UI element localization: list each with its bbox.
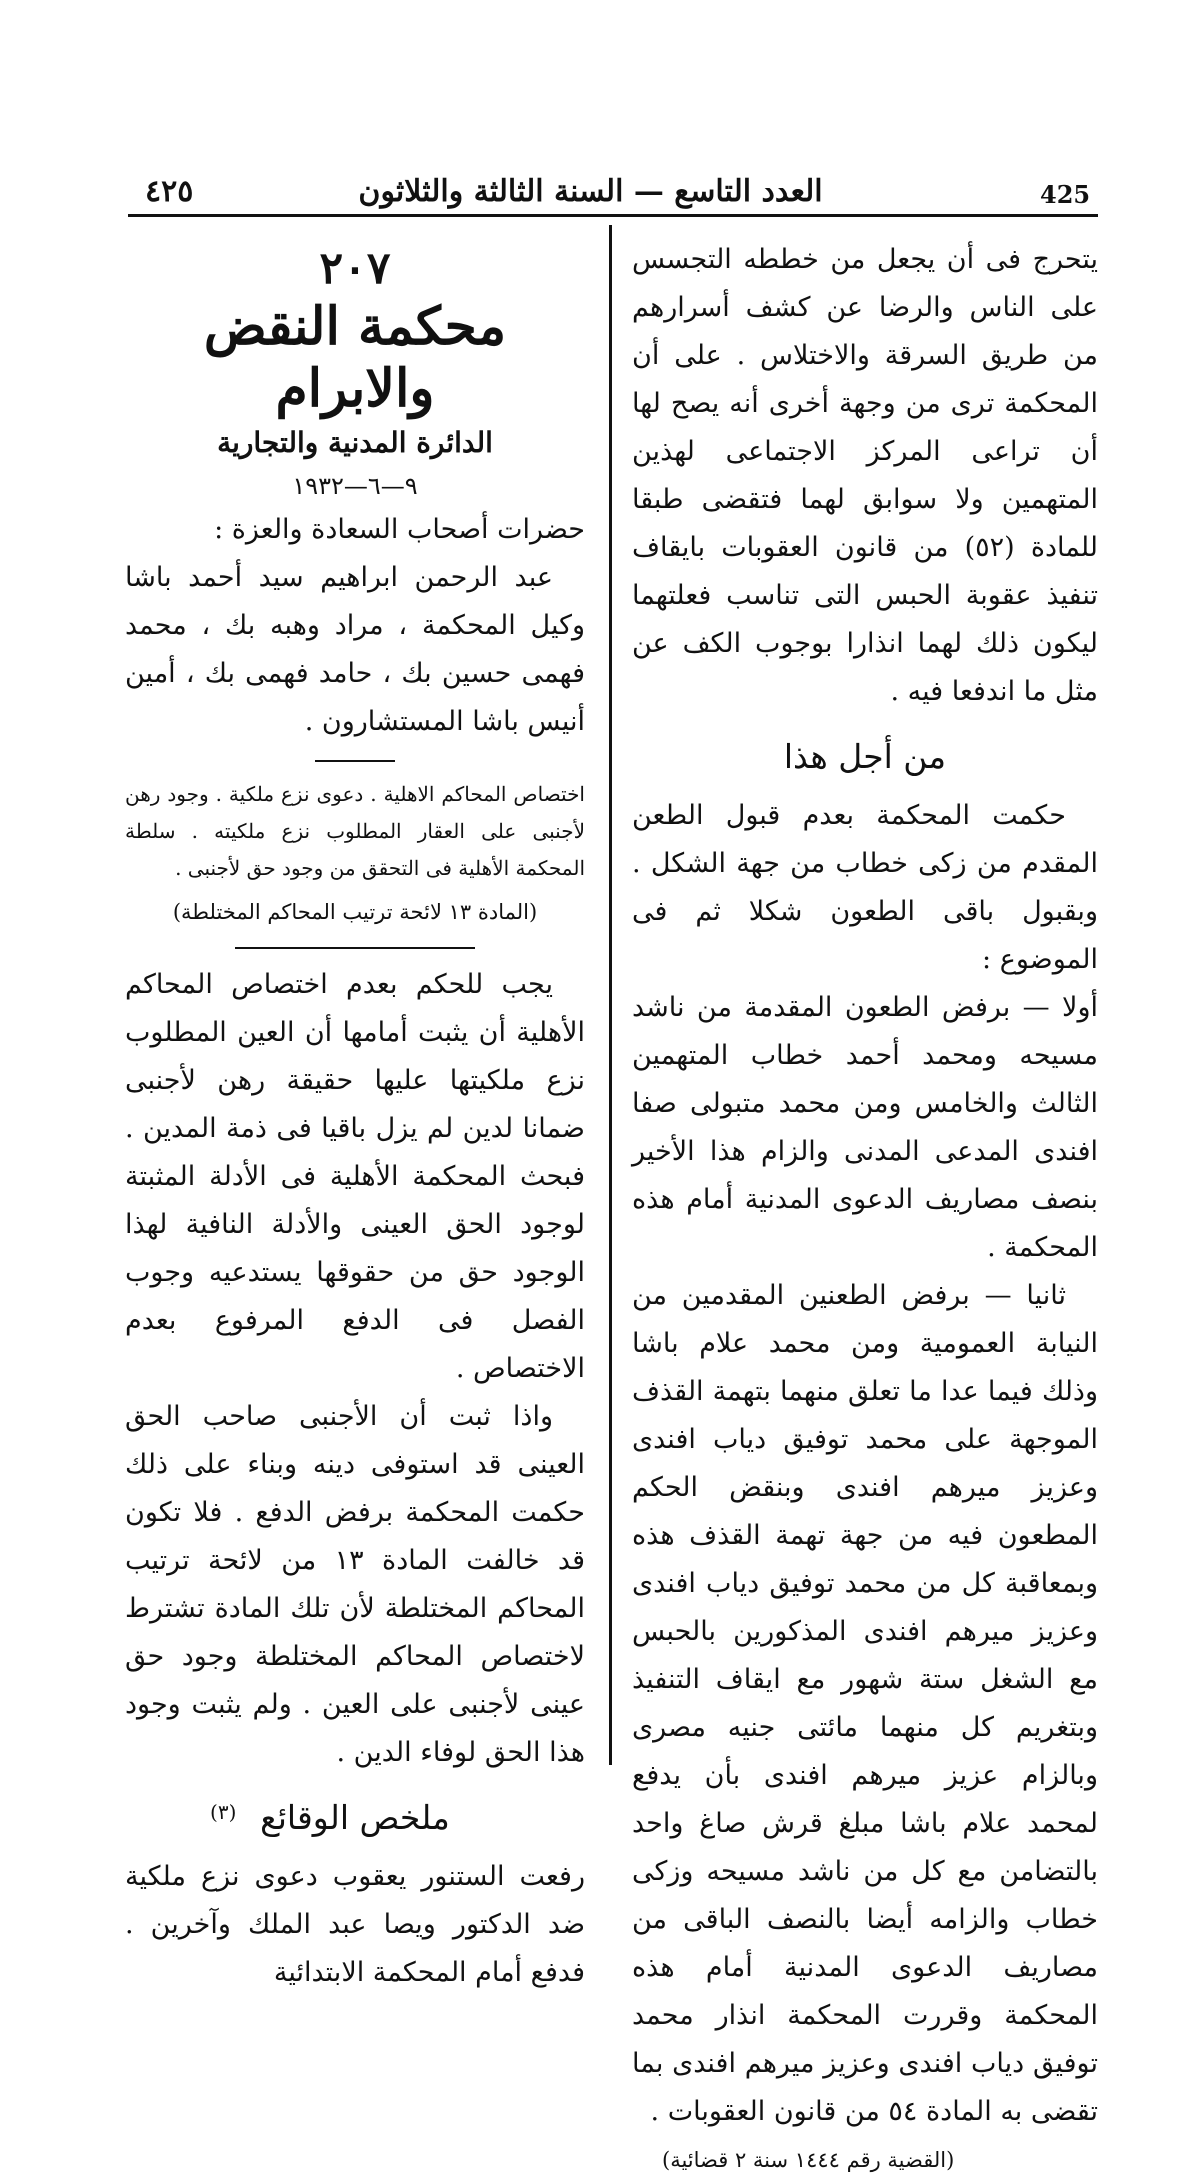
ruling-first: أولا — برفض الطعون المقدمة من ناشد مسيحه ومحمد أحمد خطاب المتهمين الثالث والخامس ومن محمد متبولى صفا افندى المدعى المدنى والزام هذا الأخير بنصف مصاريف الدعوى المدنية أمام هذه المحكمة . [632,992,1098,1263]
page-number-latin: 425 [1040,180,1091,209]
ruling-heading: من أجل هذا [783,737,947,776]
header-rule [128,214,1098,217]
court-division: الدائرة المدنية والتجارية [217,426,493,459]
ruling-intro: حكمت المحكمة بعدم قبول الطعن المقدم من زكى خطاب من جهة الشكل . وبقبول باقى الطعون شكلا ثم فى الموضوع : [632,800,1098,975]
case-number: ٢٠٧ [319,243,391,294]
principle-paragraph-1: يجب للحكم بعدم اختصاص المحاكم الأهلية أن يثبت أمامها أن العين المطلوب نزع ملكيتها عليها حقيقة رهن لأجنبى ضمانا لدين لم يزل باقيا فى ذمة المدين . فبحث المحكمة الأهلية فى الأدلة المثبتة لوجود الحق العينى والأدلة النافية لهذا الوجود حق من حقوقها يستدعيه وجوب الفصل فى الدفع المرفوع بعدم الاختصاص . [125,969,585,1384]
facts-paragraph: رفعت الستنور يعقوب دعوى نزع ملكية ضد الدكتور ويصا عبد الملك وآخرين . فدفع أمام المحكمة الابتدائية [125,1861,585,1988]
principle-rule [235,947,475,949]
court-name: محكمة النقض والابرام [203,296,507,419]
right-column [632,236,1098,2180]
page-header [0,172,1181,216]
presence-line: حضرات أصحاب السعادة والعزة : [214,514,585,545]
facts-heading: ملخص الوقائع [260,1798,450,1837]
case-summary: اختصاص المحاكم الاهلية . دعوى نزع ملكية . وجود رهن لأجنبى على العقار المطلوب نزع ملكيته . سلطة المحكمة الأهلية فى التحقق من وجود حق لأجنبى . [125,782,585,880]
judges-list: عبد الرحمن ابراهيم سيد أحمد باشا وكيل المحكمة ، مراد وهبه بك ، محمد فهمى حسين بك ، حامد فهمى بك ، أمين أنيس باشا المستشارون . [125,562,585,737]
left-column [125,242,585,1997]
continuation-paragraph: يتحرج فى أن يجعل من خططه التجسس على الناس والرضا عن كشف أسرارهم من طريق السرقة والاختلاس . على أن المحكمة ترى من وجهة أخرى أنه يصح لها أن تراعى المركز الاجتماعى لهذين المتهمين ولا سوابق لهما فتقضى طبقا للمادة (٥٢) من قانون العقوبات بايقاف تنفيذ عقوبة الحبس التى تناسب فعلتهما ليكون ذلك لهما انذارا بوجوب الكف عن مثل ما اندفعا فيه . [632,244,1098,707]
ruling-second: ثانيا — برفض الطعنين المقدمين من النيابة العمومية ومن محمد علام باشا وذلك فيما عدا ما تعلق منهما بتهمة القذف الموجهة على محمد توفيق دياب افندى وعزيز ميرهم افندى وبنقض الحكم المطعون فيه من جهة تهمة القذف هذه وبمعاقبة كل من محمد توفيق دياب افندى وعزيز ميرهم افندى المذكورين بالحبس مع الشغل ستة شهور مع ايقاف التنفيذ وبتغريم كل منهما مائتى جنيه مصرى وبالزام عزيز ميرهم افندى بأن يدفع لمحمد علام باشا مبلغ قرش صاغ واحد بالتضامن مع كل من ناشد مسيحه وزكى خطاب والزامه أيضا بالنصف الباقى من مصاريف الدعوى المدنية أمام هذه المحكمة وقررت المحكمة انذار محمد توفيق دياب افندى وعزيز ميرهم افندى بما تقضى به المادة ٥٤ من قانون العقوبات . [632,1280,1098,2127]
running-title: العدد التاسع — السنة الثالثة والثلاثون [358,174,823,209]
judgment-date: ٩—٦—١٩٣٢ [292,472,418,500]
sheet-mark: (٣) [210,1800,237,1824]
page-number-arabic: ٤٢٥ [145,174,194,209]
column-divider [609,225,612,1765]
principle-paragraph-2: واذا ثبت أن الأجنبى صاحب الحق العينى قد استوفى دينه وبناء على ذلك حكمت المحكمة برفض الدفع . فلا تكون قد خالفت المادة ١٣ من لائحة ترتيب المحاكم المختلطة لأن تلك المادة تشترط لاختصاص المحاكم المختلطة وجود حق عينى لأجنبى على العين . ولم يثبت وجود هذا الحق لوفاء الدين . [125,1401,585,1768]
case-reference: (القضية رقم ١٤٤٤ سنة ٢ قضائية) [662,2148,955,2172]
article-reference: (المادة ١٣ لائحة ترتيب المحاكم المختلطة) [172,900,538,924]
summary-rule [315,760,395,762]
